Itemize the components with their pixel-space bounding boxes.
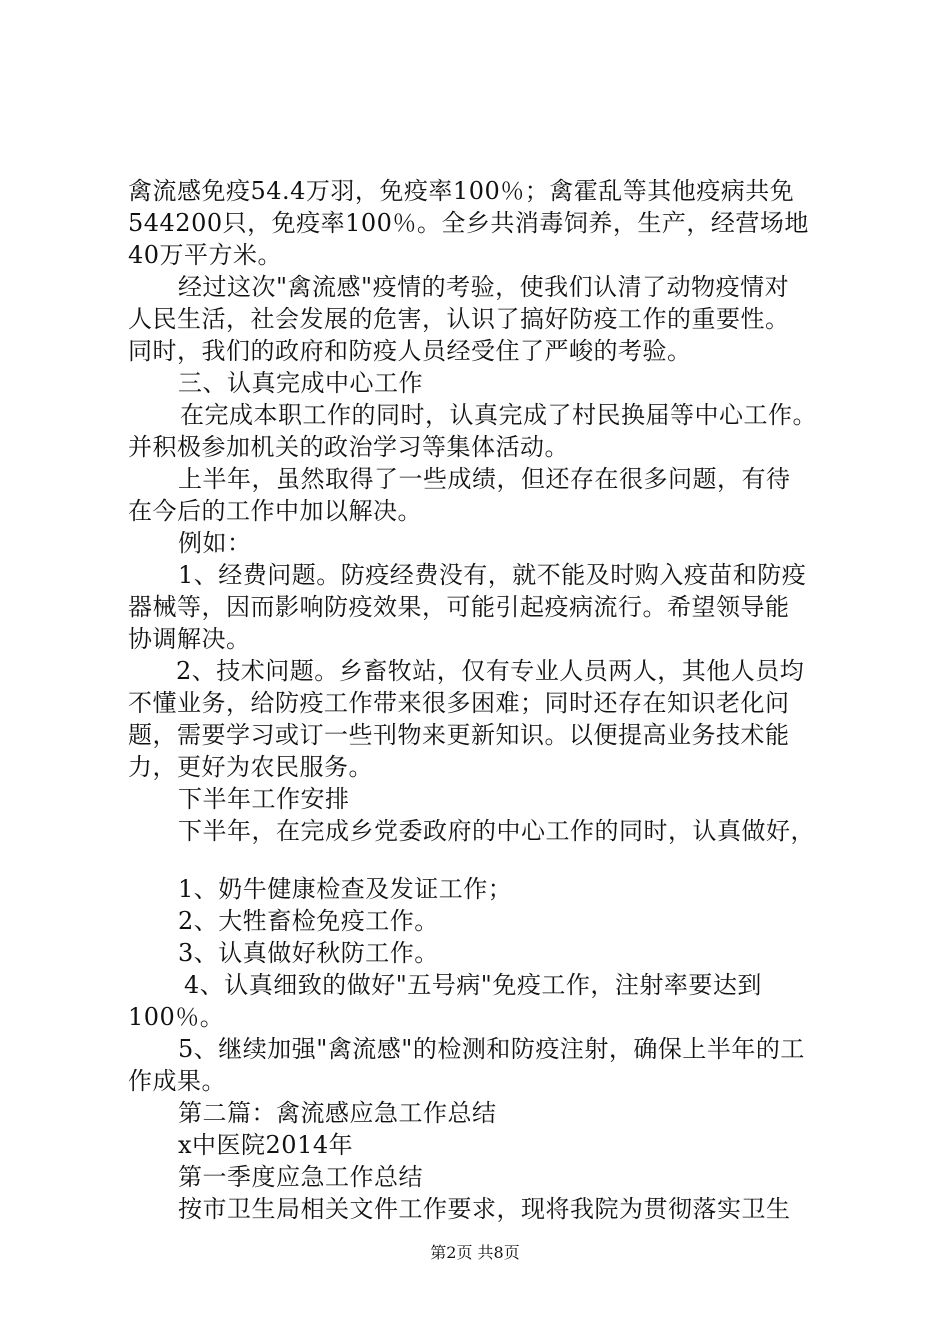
text-line: 禽流感免疫54.4万羽，免疫率100％；禽霍乱等其他疫病共免 bbox=[128, 177, 795, 205]
text-line: 器械等，因而影响防疫效果，可能引起疫病流行。希望领导能 bbox=[128, 593, 790, 621]
text-line: x中医院2014年 bbox=[178, 1131, 354, 1159]
text-line: 下半年，在完成乡党委政府的中心工作的同时，认真做好， bbox=[178, 817, 815, 845]
text-line: 40万平方米。 bbox=[128, 241, 283, 269]
list-item: 2、大牲畜检免疫工作。 bbox=[178, 907, 439, 935]
text-line: 作成果。 bbox=[128, 1067, 226, 1095]
text-line: 同时，我们的政府和防疫人员经受住了严峻的考验。 bbox=[128, 337, 692, 365]
section-heading: 第二篇：禽流感应急工作总结 bbox=[178, 1099, 497, 1127]
text-line: 第一季度应急工作总结 bbox=[178, 1163, 423, 1191]
list-item: 4、认真细致的做好"五号病"免疫工作，注射率要达到 bbox=[184, 971, 762, 999]
list-item: 3、认真做好秋防工作。 bbox=[178, 939, 439, 967]
text-line: 按市卫生局相关文件工作要求，现将我院为贯彻落实卫生 bbox=[178, 1195, 791, 1223]
text-line: 544200只，免疫率100％。全乡共消毒饲养，生产，经营场地 bbox=[128, 209, 809, 237]
text-line: 力，更好为农民服务。 bbox=[128, 753, 373, 781]
text-line: 在今后的工作中加以解决。 bbox=[128, 497, 422, 525]
text-line: 例如： bbox=[178, 529, 252, 557]
text-line: 并积极参加机关的政治学习等集体活动。 bbox=[128, 433, 569, 461]
list-item: 1、经费问题。防疫经费没有，就不能及时购入疫苗和防疫 bbox=[178, 561, 807, 589]
text-line: 不懂业务，给防疫工作带来很多困难；同时还存在知识老化问 bbox=[128, 689, 790, 717]
list-item: 5、继续加强"禽流感"的检测和防疫注射，确保上半年的工 bbox=[178, 1035, 805, 1063]
text-line: 人民生活，社会发展的危害，认识了搞好防疫工作的重要性。 bbox=[128, 305, 790, 333]
section-heading: 下半年工作安排 bbox=[178, 785, 350, 813]
text-line: 协调解决。 bbox=[128, 625, 251, 653]
text-line: 经过这次"禽流感"疫情的考验，使我们认清了动物疫情对 bbox=[178, 273, 790, 301]
text-line: 上半年，虽然取得了一些成绩，但还存在很多问题，有待 bbox=[178, 465, 791, 493]
list-item: 1、奶牛健康检查及发证工作； bbox=[178, 875, 513, 903]
text-line: 100％。 bbox=[128, 1003, 225, 1031]
list-item: 2、技术问题。乡畜牧站，仅有专业人员两人，其他人员均 bbox=[176, 657, 805, 685]
text-line: 在完成本职工作的同时，认真完成了村民换届等中心工作。 bbox=[180, 401, 817, 429]
text-line: 题，需要学习或订一些刊物来更新知识。以便提高业务技术能 bbox=[128, 721, 790, 749]
page-footer: 第2页 共8页 bbox=[430, 1243, 520, 1262]
section-heading: 三、认真完成中心工作 bbox=[178, 369, 423, 397]
